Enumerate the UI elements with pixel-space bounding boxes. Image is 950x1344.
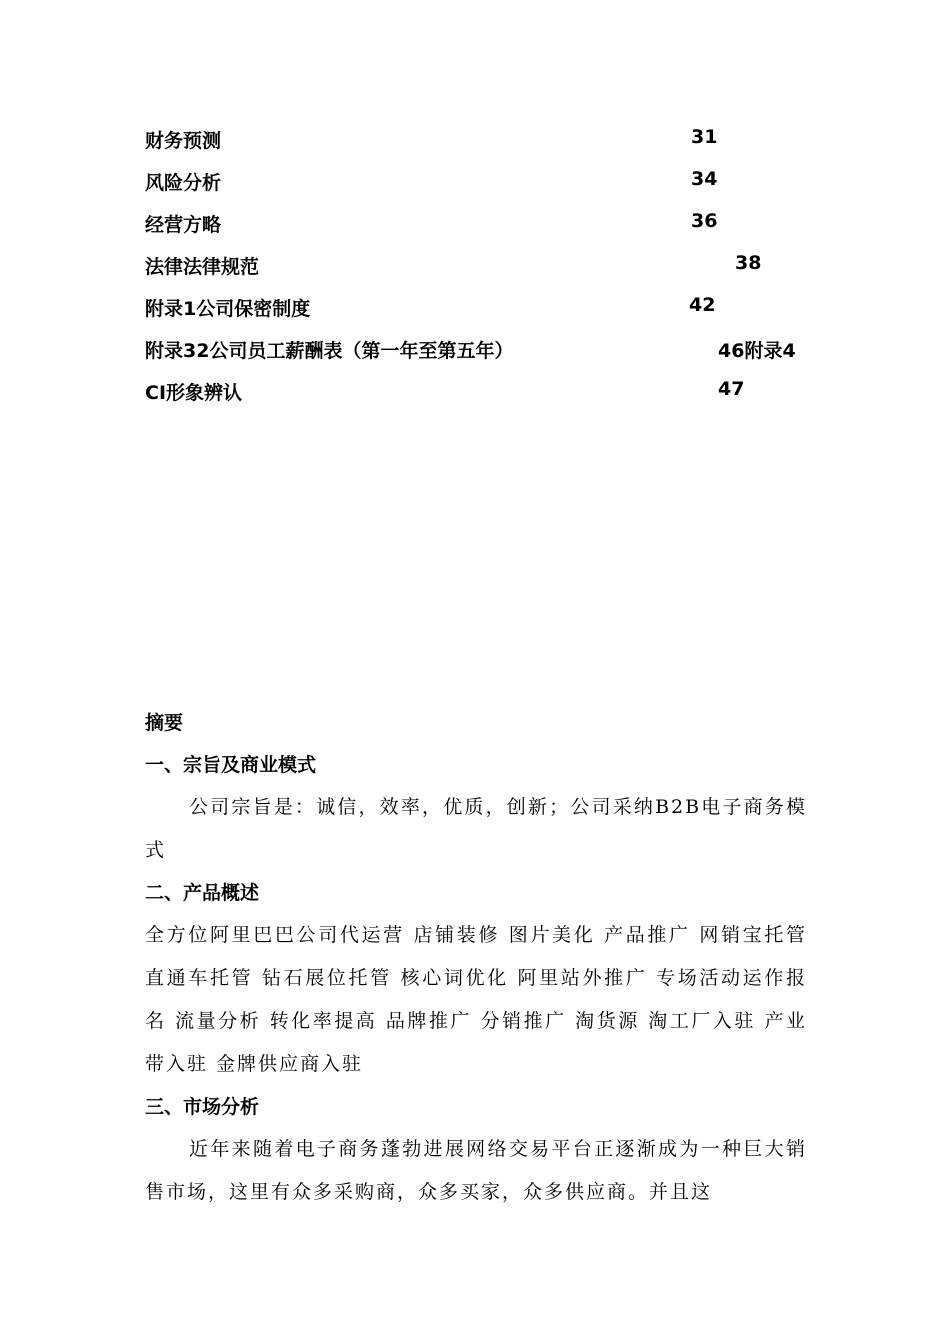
toc-entry-label: 附录32公司员工薪酬表（第一年至第五年） (145, 340, 514, 362)
toc-entry-page: 42 (689, 294, 716, 316)
toc-entry-legal-norms[interactable] (145, 246, 845, 288)
toc-entry-page: 38 (735, 252, 762, 274)
toc-entry-finance-forecast[interactable] (145, 120, 845, 162)
toc-entry-page: 46附录4 (718, 340, 796, 362)
toc-entry-appendix-1[interactable] (145, 288, 845, 330)
section-paragraph-products: 全方位阿里巴巴公司代运营 店铺装修 图片美化 产品推广 网销宝托管 直通车托管 钻石展位托管 核心词优化 阿里站外推广 专场活动运作报名 流量分析 转化率提高 品牌推广 分销推广 淘货源 淘工厂入驻 产业带入驻 金牌供应商入驻 (145, 924, 807, 1075)
toc-entry-label: 经营方略 (145, 214, 222, 236)
toc-entry-label: 法律法律规范 (145, 256, 260, 278)
toc-entry-ci-identity[interactable] (145, 372, 845, 414)
table-of-contents (145, 120, 845, 414)
toc-entry-label: 风险分析 (145, 172, 222, 194)
section-heading-mission: 一、宗旨及商业模式 (145, 754, 317, 776)
section-paragraph-mission: 公司宗旨是：诚信，效率，优质，创新；公司采纳B2B电子商务模式 (145, 796, 807, 861)
toc-entry-page: 47 (718, 378, 745, 400)
abstract-section (145, 702, 807, 1214)
toc-entry-page: 36 (691, 210, 718, 232)
toc-entry-label: CI形象辨认 (145, 382, 243, 404)
toc-entry-label: 附录1公司保密制度 (145, 298, 311, 320)
toc-entry-business-strategy[interactable] (145, 204, 845, 246)
toc-entry-risk-analysis[interactable] (145, 162, 845, 204)
section-paragraph-market: 近年来随着电子商务蓬勃进展网络交易平台正逐渐成为一种巨大销售市场，这里有众多采购商，众多买家，众多供应商。并且这 (145, 1138, 807, 1203)
toc-entry-appendix-32[interactable] (145, 330, 845, 372)
section-heading-market: 三、市场分析 (145, 1096, 260, 1118)
toc-entry-page: 34 (691, 168, 718, 190)
abstract-title: 摘要 (145, 712, 184, 734)
toc-entry-label: 财务预测 (145, 130, 222, 152)
toc-entry-page: 31 (691, 126, 718, 148)
section-heading-products: 二、产品概述 (145, 882, 260, 904)
